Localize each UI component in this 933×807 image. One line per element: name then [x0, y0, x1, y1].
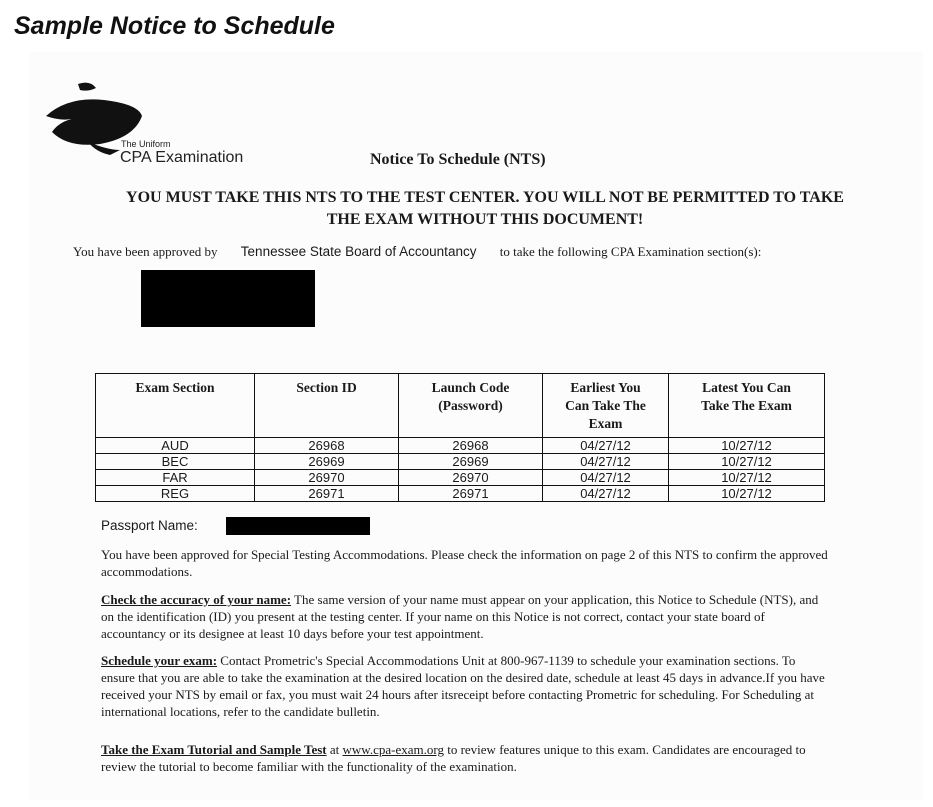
- page-heading: Sample Notice to Schedule: [14, 12, 335, 40]
- tutorial-heading: Take the Exam Tutorial and Sample Test: [101, 742, 327, 757]
- name-accuracy-paragraph: [101, 591, 831, 642]
- cell-exam-section: BEC: [96, 454, 255, 470]
- cell-exam-section: AUD: [96, 438, 255, 454]
- cell-launch-code: 26970: [399, 470, 543, 486]
- cell-section-id: 26970: [255, 470, 399, 486]
- cell-launch-code: 26971: [399, 486, 543, 502]
- cell-exam-section: REG: [96, 486, 255, 502]
- board-name: Tennessee State Board of Accountancy: [240, 244, 477, 259]
- cell-earliest-date: 04/27/12: [543, 486, 669, 502]
- logo-text-uniform: The Uniform: [121, 139, 171, 149]
- table-row: [96, 454, 825, 470]
- cell-latest-date: 10/27/12: [669, 438, 825, 454]
- approval-prefix: You have been approved by: [73, 244, 218, 259]
- cell-latest-date: 10/27/12: [669, 486, 825, 502]
- redacted-passport-name: [226, 517, 370, 535]
- passport-name-label: Passport Name:: [101, 518, 198, 533]
- table-row: [96, 438, 825, 454]
- notice-title: Notice To Schedule (NTS): [370, 151, 546, 168]
- cell-section-id: 26968: [255, 438, 399, 454]
- warning-line-2: THE EXAM WITHOUT THIS DOCUMENT!: [326, 211, 644, 228]
- cell-launch-code: 26968: [399, 438, 543, 454]
- exam-sections-table: [95, 373, 825, 502]
- name-accuracy-heading: Check the accuracy of your name:: [101, 592, 292, 607]
- warning-text: [70, 187, 900, 231]
- cell-earliest-date: 04/27/12: [543, 470, 669, 486]
- warning-line-1: YOU MUST TAKE THIS NTS TO THE TEST CENTER. YOU WILL NOT BE PERMITTED TO TAKE: [126, 189, 844, 206]
- accommodations-paragraph: You have been approved for Special Testing Accommodations. Please check the information on page 2 of this NTS to confirm the approved accommodations.: [101, 547, 828, 579]
- cell-section-id: 26969: [255, 454, 399, 470]
- name-accuracy-body: The same version of your name must appear on your application, this Notice to Schedule (NTS), and on the identification (ID) you present at the testing center. If your name on this Notice is not correct, contact your state board of accountancy or its designee at least 10 days before your test appointment.: [101, 592, 819, 641]
- header-exam-section: Exam Section: [96, 374, 255, 438]
- schedule-paragraph: [101, 652, 831, 720]
- cell-earliest-date: 04/27/12: [543, 454, 669, 470]
- header-launch-code: Launch Code (Password): [399, 374, 543, 438]
- cell-latest-date: 10/27/12: [669, 470, 825, 486]
- cell-latest-date: 10/27/12: [669, 454, 825, 470]
- table-header-row: [96, 374, 825, 438]
- table-row: [96, 486, 825, 502]
- approval-statement: [73, 244, 761, 260]
- cell-exam-section: FAR: [96, 470, 255, 486]
- tutorial-body: to review features unique to this exam. Candidates are encouraged to review the tutorial to become familiar with the functionality of the examination.: [101, 742, 806, 774]
- cell-launch-code: 26969: [399, 454, 543, 470]
- cpa-exam-link[interactable]: www.cpa-exam.org: [342, 742, 444, 757]
- tutorial-paragraph: [101, 741, 831, 775]
- schedule-body: Contact Prometric's Special Accommodations Unit at 800-967-1139 to schedule your examination sections. To ensure that you are able to take the examination at the desired location on the desired date, schedule at least 45 days in advance.If you have received your NTS by email or fax, you must wait 24 hours after itsreceipt before contacting Prometric for scheduling. For Scheduling at international locations, refer to the candidate bulletin.: [101, 653, 825, 719]
- header-section-id: Section ID: [255, 374, 399, 438]
- approval-suffix: to take the following CPA Examination section(s):: [499, 244, 762, 259]
- cell-earliest-date: 04/27/12: [543, 438, 669, 454]
- tutorial-mid: at: [326, 742, 343, 757]
- schedule-heading: Schedule your exam:: [101, 653, 218, 668]
- header-earliest-date: Earliest You Can Take The Exam: [543, 374, 669, 438]
- table-row: [96, 470, 825, 486]
- redacted-block: [141, 270, 315, 327]
- header-latest-date: Latest You Can Take The Exam: [669, 374, 825, 438]
- logo-text-cpa-examination: CPA Examination: [120, 149, 244, 166]
- cell-section-id: 26971: [255, 486, 399, 502]
